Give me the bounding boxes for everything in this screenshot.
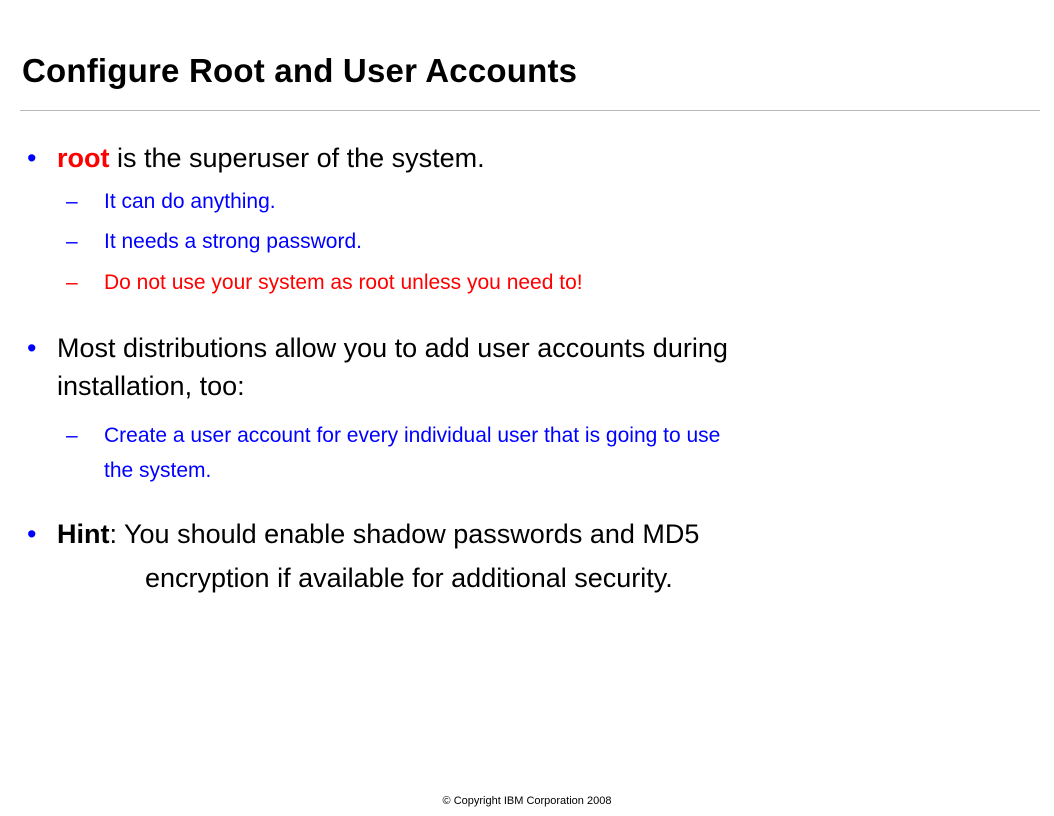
bullet-rest: is the superuser of the system. bbox=[109, 143, 485, 173]
copyright-footer: © Copyright IBM Corporation 2008 bbox=[442, 795, 612, 807]
bullet-dot-icon: • bbox=[27, 519, 37, 549]
bullet-rest: : You should enable shadow passwords and MD5 bbox=[109, 519, 700, 549]
dash-icon: – bbox=[66, 424, 78, 447]
bullet-dot-icon: • bbox=[27, 333, 37, 363]
sub-bullet-text-line2: the system. bbox=[104, 459, 212, 482]
bullet-text bbox=[57, 516, 699, 552]
keyword-hint: Hint bbox=[57, 519, 110, 549]
bullet-dot-icon: • bbox=[27, 143, 37, 173]
slide-title: Configure Root and User Accounts bbox=[22, 52, 578, 89]
sub-bullet-text: Do not use your system as root unless you need to! bbox=[104, 271, 583, 294]
title-divider bbox=[20, 110, 1040, 111]
bullet-text-line2: installation, too: bbox=[57, 371, 245, 401]
bullet-text-line1: Most distributions allow you to add user accounts during bbox=[57, 333, 728, 363]
dash-icon: – bbox=[66, 190, 78, 213]
bullet-text bbox=[57, 140, 485, 176]
dash-icon: – bbox=[66, 271, 78, 294]
keyword-root: root bbox=[57, 143, 110, 173]
bullet-text-line2: encryption if available for additional security. bbox=[145, 563, 673, 593]
dash-icon: – bbox=[66, 230, 78, 253]
sub-bullet-text: It can do anything. bbox=[104, 190, 276, 213]
sub-bullet-text: It needs a strong password. bbox=[104, 230, 362, 253]
sub-bullet-text-line1: Create a user account for every individual user that is going to use bbox=[104, 424, 721, 447]
